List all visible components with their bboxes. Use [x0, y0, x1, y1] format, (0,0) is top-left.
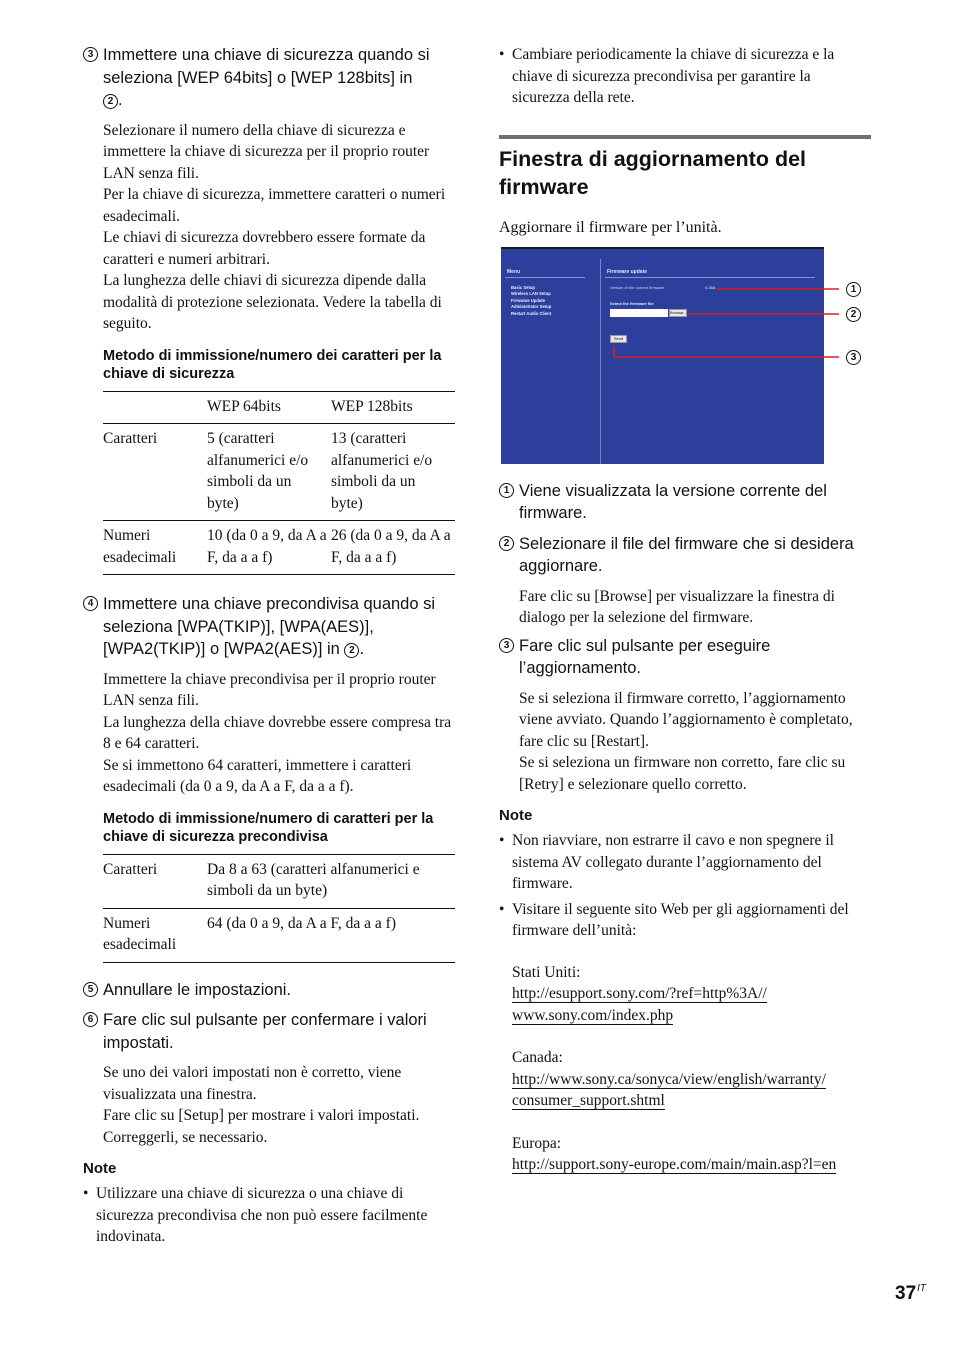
wep-key-table	[103, 391, 455, 576]
send-button: Send	[610, 335, 627, 343]
paragraph: Se si seleziona il firmware corretto, l’aggiornamento viene avviato. Quando l’aggiornamento è completato, fare clic su [Restart].	[519, 689, 853, 750]
table-header: WEP 128bits	[331, 391, 455, 424]
panel-title: Firmware update	[607, 268, 648, 275]
paragraph: La lunghezza della chiave dovrebbe essere compresa tra 8 e 64 caratteri.	[103, 713, 452, 752]
callout-number: 1	[846, 282, 861, 297]
site-europe	[499, 1133, 871, 1176]
site-canada	[499, 1047, 871, 1112]
note-heading: Note	[83, 1160, 117, 1177]
callout-line-3	[614, 346, 839, 357]
paragraph: Immettere la chiave precondivisa per il proprio router LAN senza fili.	[103, 670, 436, 709]
menu-item: Basic Setup	[511, 284, 535, 290]
table-cell: 13 (caratteri alfanumerici e/o simboli da un byte)	[331, 424, 455, 521]
step-number: 2	[499, 536, 514, 551]
callout-lines	[499, 247, 871, 487]
paragraph: Se uno dei valori impostati non è corretto, viene visualizzata una finestra.	[103, 1064, 402, 1103]
table-cell: Da 8 a 63 (caratteri alfanumerici e simboli da un byte)	[207, 854, 455, 908]
menu-item: Firmware Update	[511, 297, 545, 303]
step-6-confirm	[83, 1009, 455, 1054]
note-bullet: • Utilizzare una chiave di sicurezza o una chiave di sicurezza precondivisa che non può essere facilmente indovinata.	[83, 1183, 455, 1248]
version-label: Version of the current firmware	[610, 284, 665, 290]
step-5-cancel	[83, 979, 455, 1002]
step-text: Immettere una chiave precondivisa quando si seleziona [WPA(TKIP)], [WPA(AES)], [WPA2(TKIP)] o [WPA2(AES)] in	[103, 595, 436, 658]
preshared-key-table	[103, 854, 455, 963]
site-label: Europa:	[512, 1134, 562, 1152]
intro-text: Aggiornare il firmware per l’unità.	[499, 218, 722, 236]
step-number: 4	[83, 596, 98, 611]
support-link[interactable]: http://www.sony.ca/sonyca/view/english/warranty/	[512, 1070, 826, 1088]
table-row	[103, 854, 455, 908]
table-cell: 64 (da 0 a 9, da A a F, da a a f)	[207, 908, 455, 962]
callout-number: 3	[846, 350, 861, 365]
menu-item: Administrator Setup	[511, 304, 552, 309]
table-cell: Caratteri	[103, 854, 207, 908]
step-number: 6	[83, 1012, 98, 1027]
browse-button: Browse...	[670, 309, 687, 315]
site-label: Stati Uniti:	[512, 963, 581, 981]
table-title: Metodo di immissione/numero di caratteri per la chiave di sicurezza precondivisa	[103, 810, 434, 845]
left-column	[83, 44, 455, 1252]
step-number: 3	[83, 47, 98, 62]
paragraph: Se si seleziona un firmware non corretto, fare clic su [Retry] e selezionare quello corretto.	[519, 754, 846, 793]
paragraph: Fare clic su [Browse] per visualizzare la finestra di dialogo per la selezione del firmware.	[519, 587, 835, 626]
table-row	[103, 521, 455, 575]
section-title: Finestra di aggiornamento del firmware	[499, 135, 871, 201]
step-3-enter-security-key: 3 Immettere una chiave di sicurezza quando si seleziona [WEP 64bits] o [WEP 128bits] in 2 .	[83, 44, 455, 112]
note-bullet: • Non riavviare, non estrarre il cavo e non spegnere il sistema AV collegato durante l’aggiornamento del firmware.	[499, 830, 871, 895]
right-column	[499, 44, 871, 1176]
table-row	[103, 424, 455, 521]
step-text: Annullare le impostazioni.	[103, 980, 292, 999]
table-header-row	[103, 391, 455, 424]
paragraph: Selezionare il numero della chiave di sicurezza e immettere la chiave di sicurezza per il proprio router LAN senza fili.	[103, 121, 430, 182]
select-file-label: Select the firmware file	[610, 300, 654, 306]
paragraph: Se si immettono 64 caratteri, immettere i caratteri esadecimali (da 0 a 9, da A a F, da a a f).	[103, 756, 412, 795]
table-row	[103, 908, 455, 962]
step-text: Immettere una chiave di sicurezza quando si seleziona [WEP 64bits] o [WEP 128bits] in	[103, 46, 430, 87]
step-1-current-version	[499, 480, 871, 525]
menu-title: Menu	[507, 268, 521, 275]
step-3-run-update	[499, 635, 871, 680]
version-value: 0.26A	[705, 284, 716, 290]
step-number: 3	[499, 638, 514, 653]
table-cell: 26 (da 0 a 9, da A a F, da a a f)	[331, 521, 455, 575]
step-number: 5	[83, 982, 98, 997]
paragraph: Per la chiave di sicurezza, immettere caratteri o numeri esadecimali.	[103, 186, 446, 225]
support-link[interactable]: www.sony.com/index.php	[512, 1006, 674, 1024]
paragraph: La lunghezza delle chiavi di sicurezza dipende dalla modalità di protezione selezionata. Vedere la tabella di seguito.	[103, 272, 442, 332]
callout-number: 2	[846, 307, 861, 322]
step-2-select-file	[499, 533, 871, 578]
menu-item: Wireless LAN Setup	[511, 291, 551, 296]
support-link[interactable]: http://esupport.sony.com/?ref=http%3A//	[512, 985, 767, 1002]
table-cell: 5 (caratteri alfanumerici e/o simboli da un byte)	[207, 424, 331, 521]
page-number: $37^{IT}$	[895, 1283, 927, 1304]
menu-item: Restart Audio Client	[511, 310, 552, 316]
firmware-screenshot-figure	[499, 247, 871, 464]
site-usa	[499, 962, 871, 1027]
step-text: Fare clic sul pulsante per eseguire l’aggiornamento.	[519, 636, 771, 677]
step-text: Fare clic sul pulsante per confermare i valori impostati.	[103, 1011, 427, 1052]
table-cell: Numeri esadecimali	[103, 521, 207, 575]
support-link[interactable]: http://support.sony-europe.com/main/main.asp?l=en	[512, 1156, 837, 1173]
paragraph: Le chiavi di sicurezza dovrebbero essere formate da caratteri e numeri arbitrari.	[103, 229, 426, 268]
step-ref-number: 2	[344, 643, 359, 658]
step-number: 1	[499, 483, 514, 498]
step-ref-number: 2	[103, 94, 118, 109]
support-link[interactable]: consumer_support.shtml	[512, 1092, 665, 1109]
table-cell: Numeri esadecimali	[103, 908, 207, 962]
site-label: Canada:	[512, 1049, 563, 1066]
step-text: Viene visualizzata la versione corrente del firmware.	[519, 481, 827, 522]
table-header: WEP 64bits	[207, 391, 331, 424]
paragraph: Fare clic su [Setup] per mostrare i valori impostati. Correggerli, se necessario.	[103, 1107, 420, 1146]
note-heading: Note	[499, 807, 533, 824]
step-text: Selezionare il file del firmware che si desidera aggiornare.	[519, 534, 854, 575]
step-4-enter-preshared-key: 4 Immettere una chiave precondivisa quando si seleziona [WPA(TKIP)], [WPA(AES)], [WPA2(TKIP)] o [WPA2(AES)] in 2 .	[83, 593, 455, 661]
table-cell: 10 (da 0 a 9, da A a F, da a a f)	[207, 521, 331, 575]
note-bullet: • Cambiare periodicamente la chiave di sicurezza e la chiave di sicurezza precondivisa per garantire la sicurezza della rete.	[499, 44, 871, 109]
language-suffix: IT	[917, 1283, 927, 1294]
table-cell: Caratteri	[103, 424, 207, 521]
note-bullet: • Visitare il seguente sito Web per gli aggiornamenti del firmware dell’unità:	[499, 899, 871, 942]
table-title: Metodo di immissione/numero dei caratteri per la chiave di sicurezza	[103, 347, 442, 382]
